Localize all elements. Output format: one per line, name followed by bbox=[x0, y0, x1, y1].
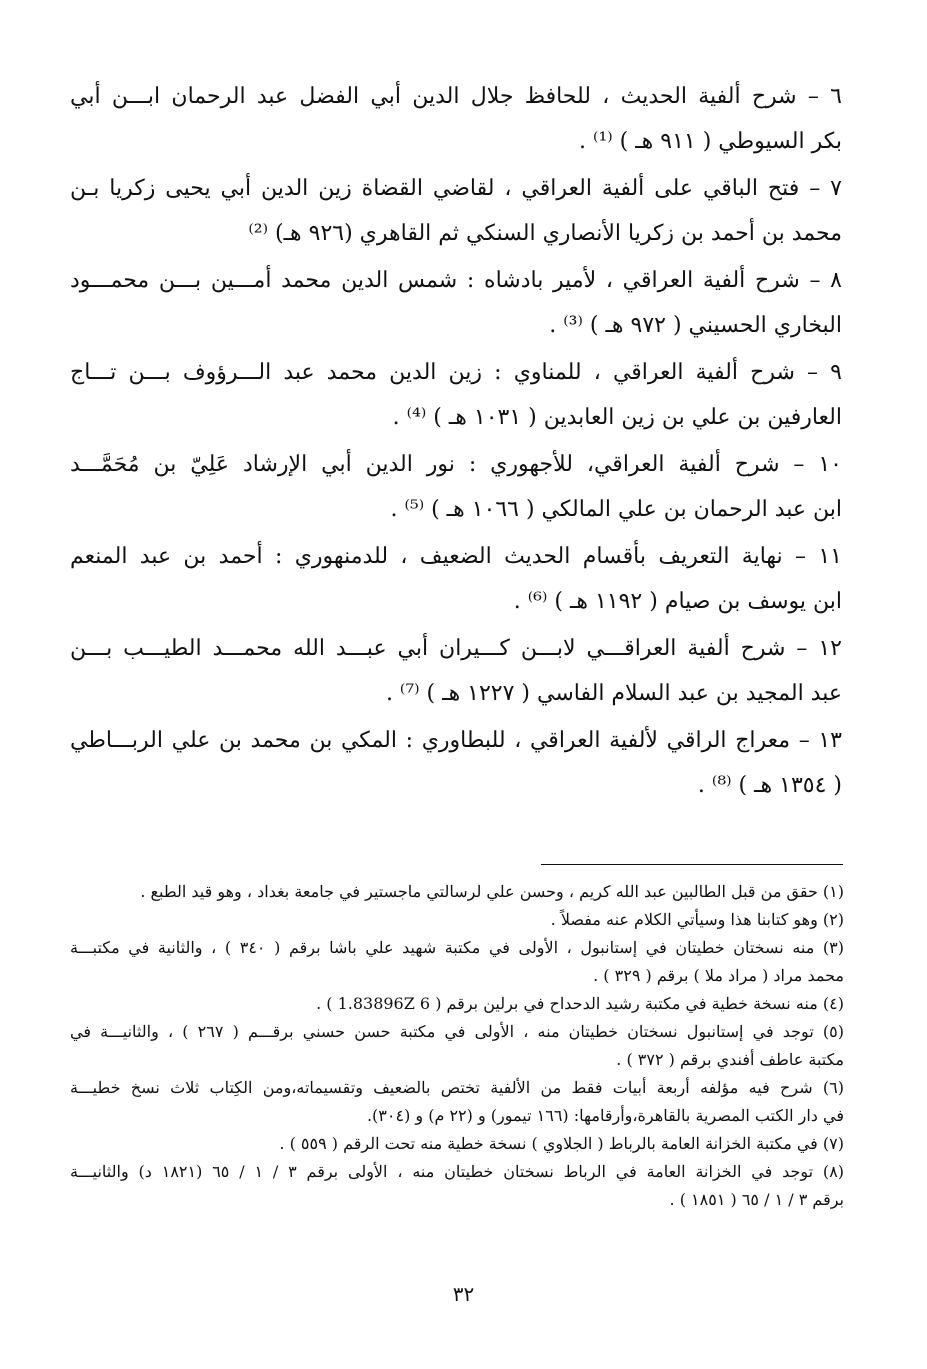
footnote bbox=[70, 1074, 844, 1130]
footnote bbox=[70, 990, 844, 1018]
footnote-line: (٦) شرح فيه مؤلفه أربعة أبيات فقط من الألفية تختص بالضعيف وتقسيماته،ومن الكِتاب ثلاث نسخ خطيـــة bbox=[70, 1078, 844, 1097]
footnote-line: برقم ٣ / ١ / ٦٥ ( ١٨٥١ ) . bbox=[669, 1190, 844, 1209]
entry-line: ١٣ – معراج الراقي لألفية العراقي ، للبطاوري : المكي بن محمد بن علي الربـــاطي bbox=[70, 728, 842, 753]
entry-line: البخاري الحسيني ( ٩٧٢ هـ ) ⁽³⁾ . bbox=[549, 313, 842, 338]
footnote bbox=[70, 878, 844, 906]
entry-line: العارفين بن علي بن زين العابدين ( ١٠٣١ هـ ) ⁽⁴⁾ . bbox=[392, 405, 842, 430]
list-item bbox=[70, 350, 842, 440]
page-number: ٣٢ bbox=[452, 1282, 475, 1306]
footnote bbox=[70, 906, 844, 934]
list-item bbox=[70, 442, 842, 532]
footnote bbox=[70, 1130, 844, 1158]
entry-line: ٩ – شرح ألفية العراقي ، للمناوي : زين الدين محمد عبد الـــرؤوف بـــن تـــاج bbox=[70, 360, 842, 385]
entry-line: ابن يوسف بن صيام ( ١١٩٢ هـ ) ⁽⁶⁾ . bbox=[513, 589, 842, 614]
entry-line: ابن عبد الرحمان بن علي المالكي ( ١٠٦٦ هـ ) ⁽⁵⁾ . bbox=[390, 497, 842, 522]
footnote-line: في دار الكتب المصرية بالقاهرة،وأرقامها: (١٦٦ تيمور) و (٢٢ م) و (٣٠٤). bbox=[366, 1106, 844, 1125]
footnote-line: (١) حقق من قبل الطالبين عبد الله كريم ، وحسن علي لرسالتي ماجستير في جامعة بغداد ، وهو قيد الطبع . bbox=[140, 882, 844, 901]
footnote-line: (٣) منه نسختان خطيتان في إستانبول ، الأولى في مكتبة شهيد علي باشا برقم ( ٣٤٠ ) ، والثانية في مكتبـــة bbox=[70, 938, 845, 957]
entry-line: ( ١٣٥٤ هـ ) ⁽⁸⁾ . bbox=[697, 773, 842, 798]
footnote-line: محمد مراد ( مراد ملا ) برقم ( ٣٢٩ ) . bbox=[593, 966, 844, 985]
entry-line: ٨ – شرح ألفية العراقي ، لأمير بادشاه : شمس الدين محمد أمـــين بـــن محمـــود bbox=[70, 268, 842, 293]
entry-line: ٦ – شرح ألفية الحديث ، للحافظ جلال الدين أبي الفضل عبد الرحمان ابـــن أبي bbox=[70, 84, 842, 109]
list-item bbox=[70, 718, 842, 808]
list-item bbox=[70, 74, 842, 164]
main-text bbox=[70, 74, 842, 810]
list-item bbox=[70, 258, 842, 348]
list-item bbox=[70, 166, 842, 256]
footnote-line: (٢) وهو كتابنا هذا وسيأتي الكلام عنه مفصلاً . bbox=[550, 910, 844, 929]
footnote bbox=[70, 934, 844, 990]
footnote bbox=[70, 1158, 844, 1214]
footnotes bbox=[70, 878, 844, 1214]
list-item bbox=[70, 534, 842, 624]
entry-line: عبد المجيد بن عبد السلام الفاسي ( ١٢٢٧ هـ ) ⁽⁷⁾ . bbox=[385, 681, 842, 706]
entry-line: بكر السيوطي ( ٩١١ هـ ) ⁽¹⁾ . bbox=[579, 129, 842, 154]
footnote-line: (٤) منه نسخة خطية في مكتبة رشيد الدحداح في برلين برقم ( 1.83896Z 6 ) . bbox=[316, 994, 844, 1013]
footnote-line: مكتبة عاطف أفندي برقم ( ٣٧٢ ) . bbox=[616, 1050, 844, 1069]
entry-line: ١٠ – شرح ألفية العراقي، للأجهوري : نور الدين أبي الإرشاد عَلِيّ بن مُحَمَّـــد bbox=[70, 452, 842, 477]
footnote-line: (٧) في مكتبة الخزانة العامة بالرباط ( الجلاوي ) نسخة خطية منه تحت الرقم ( ٥٥٩ ) . bbox=[279, 1134, 844, 1153]
entry-line: ١٢ – شرح ألفية العراقـــي لابـــن كـــيران أبي عبـــد الله محمـــد الطيـــب بـــن bbox=[70, 636, 842, 661]
entry-line: محمد بن أحمد بن زكريا الأنصاري السنكي ثم القاهري (٩٢٦ هـ) ⁽²⁾ bbox=[248, 221, 842, 246]
entry-line: ٧ – فتح الباقي على ألفية العراقي ، لقاضي القضاة زين الدين أبي يحيى زكريا بـن bbox=[70, 176, 842, 201]
footnote-divider bbox=[541, 864, 843, 865]
footnote-line: (٨) توجد في الخزانة العامة في الرباط نسختان خطيتان منه ، الأولى برقم ٣ / ١ / ٦٥ (١٨٢١ د) والثانيـــة bbox=[70, 1162, 845, 1181]
footnote bbox=[70, 1018, 844, 1074]
footnote-line: (٥) توجد في إستانبول نسختان خطيتان منه ، الأولى في مكتبة حسن حسني برقـــم ( ٢٦٧ ) ، والثانيـــة في bbox=[70, 1022, 844, 1041]
list-item bbox=[70, 626, 842, 716]
entry-line: ١١ – نهاية التعريف بأقسام الحديث الضعيف ، للدمنهوري : أحمد بن عبد المنعم bbox=[70, 544, 842, 569]
